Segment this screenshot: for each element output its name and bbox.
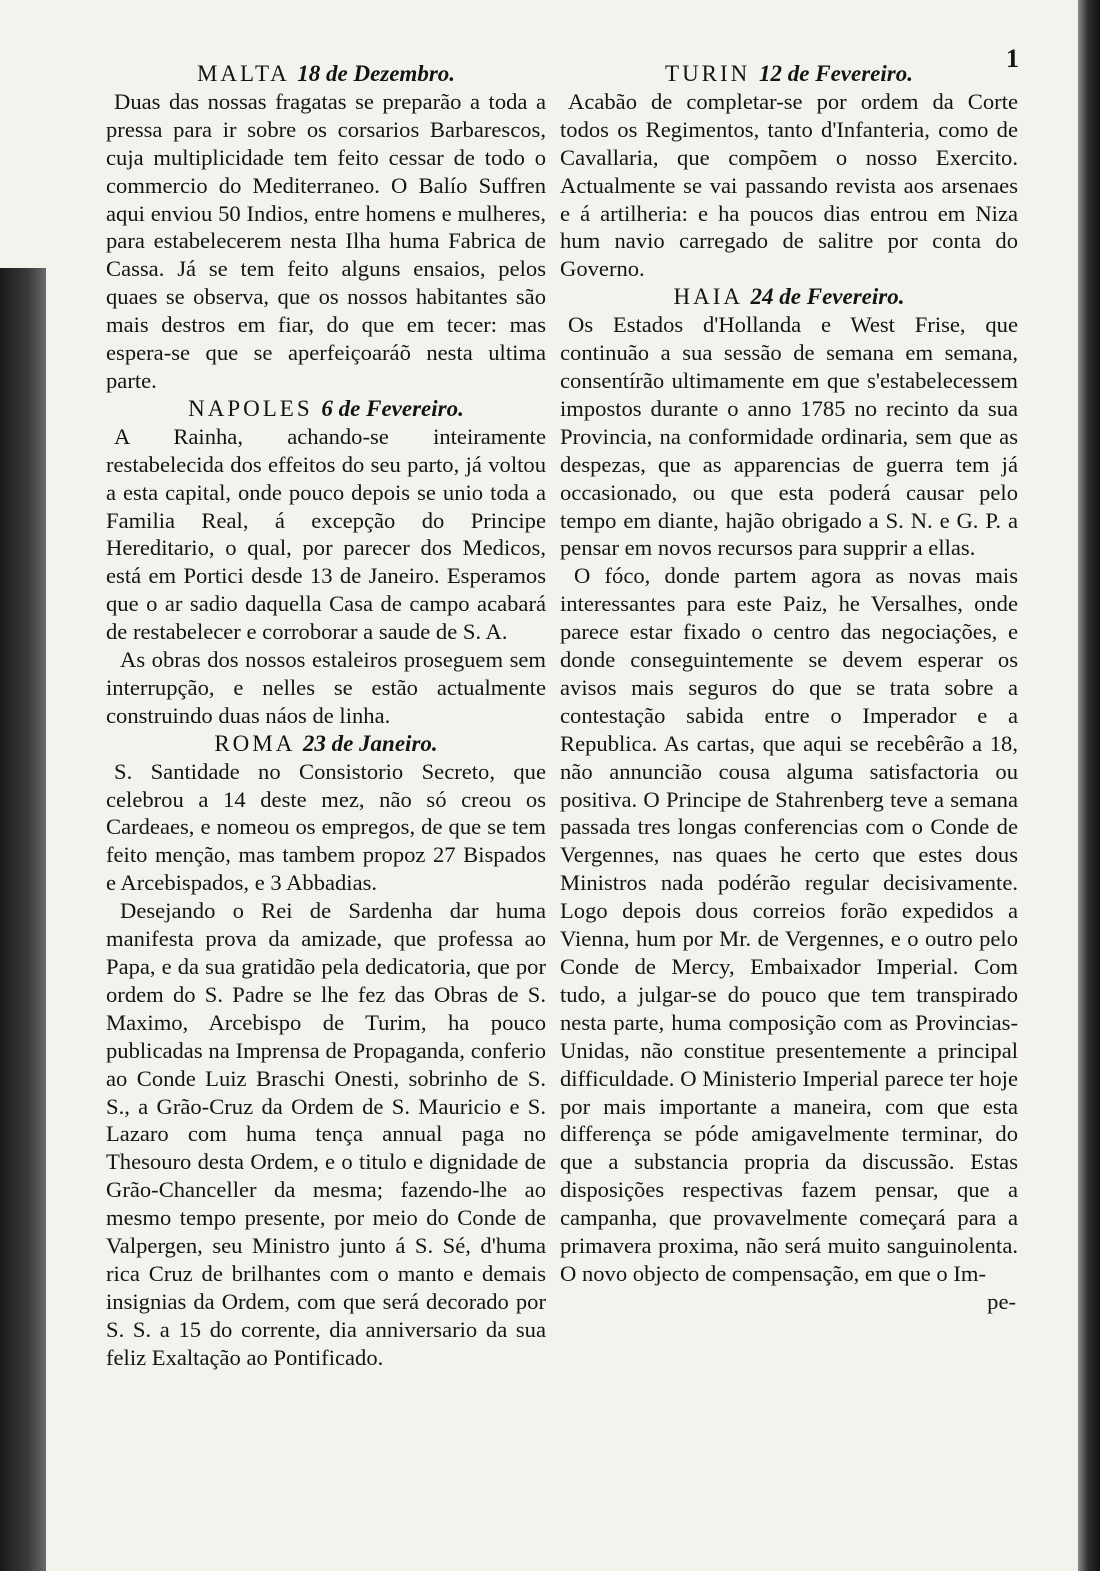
dateline-haia bbox=[560, 283, 1018, 311]
dateline-roma bbox=[106, 730, 546, 758]
paragraph: Os Estados d'Hollanda e West Frise, que continuão a sua sessão de semana em semana, consentírão ultimamente em que s'estabelecessem impostos durante o anno 1785 no recinto da sua Provincia, na conformidade ordinaria, sem que as despezas, que as apparencias de guerra tem já occasionado, ou que esta poderá causar pelo tempo em diante, hajão obrigado a S. N. e G. P. a pensar em novos recursos para supprir a ellas. bbox=[560, 312, 1018, 561]
dateline-date: 6 de Fevereiro. bbox=[321, 395, 464, 421]
dateline-date: 18 de Dezembro. bbox=[297, 61, 456, 86]
dateline-malta bbox=[106, 60, 546, 88]
dateline-place: TURIN bbox=[665, 61, 751, 86]
right-column bbox=[560, 60, 1018, 1316]
dateline-date: 24 de Fevereiro. bbox=[750, 284, 905, 310]
dateline-date: 12 de Fevereiro. bbox=[759, 61, 913, 86]
dateline-napoles bbox=[106, 395, 546, 423]
dateline-place: NAPOLES bbox=[188, 395, 313, 421]
left-column bbox=[106, 60, 546, 1372]
paragraph: Desejando o Rei de Sardenha dar huma manifesta prova da amizade, que professa ao Papa, e da sua gratidão pela dedicatoria, que por ordem do S. Padre se lhe fez das Obras de S. Maximo, Arcebispo de Turim, ha pouco publicadas na Imprensa de Propaganda, conferio ao Conde Luiz Braschi Onesti, sobrinho de S. S., a Grão-Cruz da Ordem de S. Mauricio e S. Lazaro com huma tença annual paga no Thesouro desta Ordem, e o titulo e dignidade de Grão-Chanceller da mesma; fazendo-lhe ao mesmo tempo presente, por meio do Conde de Valpergen, seu Ministro junto á S. Sé, d'huma rica Cruz de brilhantes com o manto e demais insignias da Ordem, com que será decorado por S. S. a 15 do corrente, dia anniversario da sua feliz Exaltação ao Pontificado. bbox=[106, 898, 546, 1370]
paragraph: A Rainha, achando-se inteiramente restabelecida dos effeitos do seu parto, já voltou a esta capital, onde pouco depois se unio toda a Familia Real, á excepção do Principe Hereditario, o qual, por parecer dos Medicos, está em Portici desde 13 de Janeiro. Esperamos que o ar sadio daquella Casa de campo acabará de restabelecer e corroborar a saude de S. A. bbox=[106, 423, 546, 645]
catchword: pe- bbox=[987, 1288, 1016, 1314]
dateline-date: 23 de Janeiro. bbox=[302, 730, 438, 756]
dateline-place: HAIA bbox=[673, 284, 742, 310]
paragraph: Duas das nossas fragatas se preparão a toda a pressa para ir sobre os corsarios Barbarescos, cuja multiplicidade tem feito cessar de todo o commercio do Mediterraneo. O Balío Suffren aqui enviou 50 Indios, entre homens e mulheres, para estabelecerem nesta Ilha huma Fabrica de Cassa. Já se tem feito alguns ensaios, pelos quaes se observa, que os nossos habitantes são mais destros em fiar, do que em tecer: mas espera-se que se aperfeiçoaráõ nesta ultima parte. bbox=[106, 88, 546, 393]
dateline-place: ROMA bbox=[214, 730, 295, 756]
dateline-turin bbox=[560, 60, 1018, 88]
article-haia bbox=[560, 283, 1018, 1288]
page-number: 1 bbox=[1006, 44, 1019, 73]
article-malta bbox=[106, 60, 546, 395]
scan-left-edge-shadow bbox=[0, 268, 46, 1571]
paragraph: S. Santidade no Consistorio Secreto, que celebrou a 14 deste mez, não só creou os Cardeaes, e nomeou os empregos, de que se tem feito menção, mas tambem propoz 27 Bispados e Arcebispados, e 3 Abbadias. bbox=[106, 758, 546, 896]
paragraph: O fóco, donde partem agora as novas mais interessantes para este Paiz, he Versalhes, onde parece estar fixado o centro das negociações, e donde conseguintemente se devem esperar os avisos mais seguros do que se trata sobre a contestação sabida entre o Imperador e a Republica. As cartas, que aqui se recebêrão a 18, não annuncião cousa alguma satisfactoria ou positiva. O Principe de Stahrenberg teve a semana passada tres longas conferencias com o Conde de Vergennes, nas quaes he certo que estes dous Ministros nada podérão regular decisivamente. Logo depois dous correios forão expedidos a Vienna, hum por Mr. de Vergennes, e o outro pelo Conde de Mercy, Embaixador Imperial. Com tudo, a julgar-se do pouco que tem transpirado nesta parte, huma composição com as Provincias-Unidas, não constitue presentemente a principal difficuldade. O Ministerio Imperial parece ter hoje por mais importante a maneira, com que esta differença se póde amigavelmente terminar, do que a substancia propria da discussão. Estas disposições respectivas fazem pensar, que a campanha, que provavelmente começará para a primavera proxima, não será muito sanguinolenta. O novo objecto de compensação, em que o Im- bbox=[560, 563, 1018, 1286]
article-napoles bbox=[106, 395, 546, 730]
dateline-place: MALTA bbox=[196, 61, 289, 86]
article-turin bbox=[560, 60, 1018, 283]
article-roma bbox=[106, 730, 546, 1372]
scan-right-edge-shadow bbox=[1078, 0, 1100, 1571]
paragraph: As obras dos nossos estaleiros proseguem sem interrupção, e nelles se estão actualmente construindo duas náos de linha. bbox=[106, 647, 546, 728]
paragraph: Acabão de completar-se por ordem da Corte todos os Regimentos, tanto d'Infanteria, como de Cavallaria, que compõem o nosso Exercito. Actualmente se vai passando revista aos arsenaes e á artilheria: e ha poucos dias entrou em Niza hum navio carregado de salitre por conta do Governo. bbox=[560, 88, 1018, 282]
